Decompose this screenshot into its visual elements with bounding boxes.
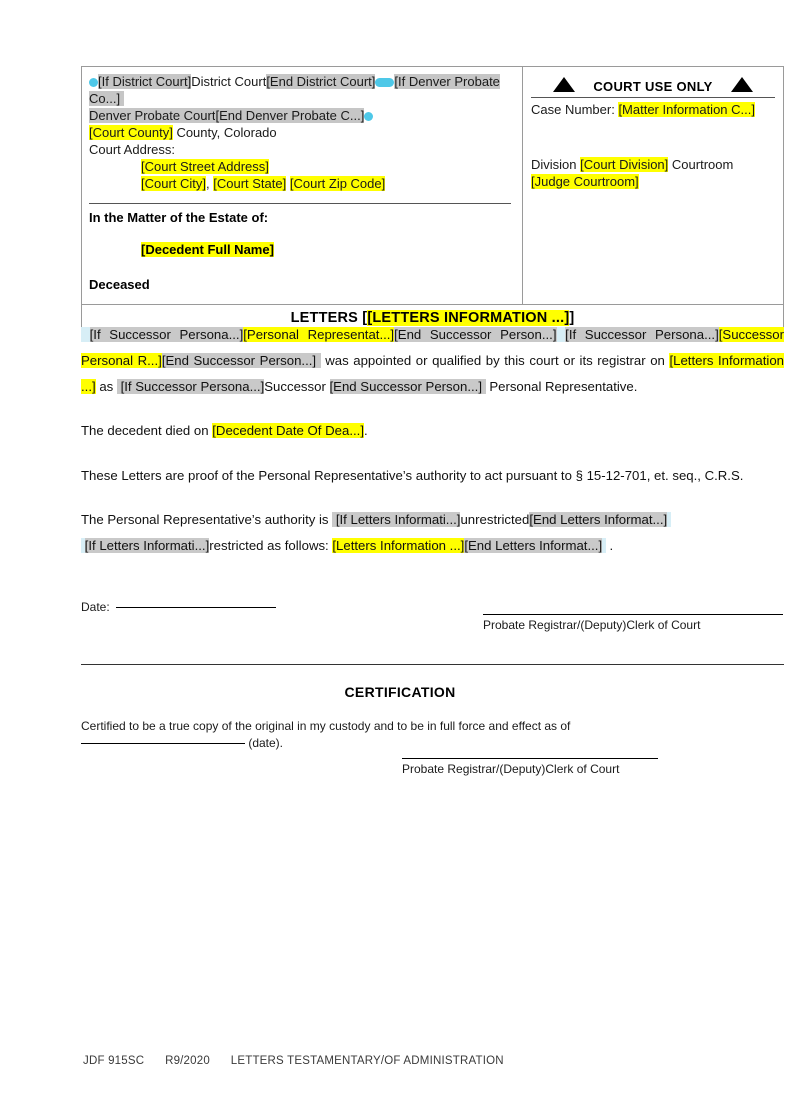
paragraph-date-of-death xyxy=(81,418,784,444)
revision-label: R9/2020 xyxy=(165,1055,210,1067)
cyan-marker-pair-icon xyxy=(375,78,394,87)
decedent-full-name-field[interactable]: [Decedent Full Name] xyxy=(141,242,274,257)
appointment-text-3: Personal Representative. xyxy=(485,379,638,394)
form-id-label: JDF 915SC xyxy=(83,1055,145,1067)
authority-intro-label: The Personal Representative’s authority is xyxy=(81,512,333,527)
paragraph-authority-scope xyxy=(81,507,784,559)
signature-block xyxy=(81,600,784,632)
court-street-line xyxy=(89,158,516,175)
courtroom-label: Courtroom xyxy=(671,157,734,172)
estate-divider xyxy=(89,203,511,204)
certification-registrar-caption: Probate Registrar/(Deputy)Clerk of Court xyxy=(402,762,620,776)
judge-courtroom-field[interactable]: [Judge Courtroom] xyxy=(531,174,639,189)
authority-statute-text: These Letters are proof of the Personal Representative’s authority to act pursuant to § 15-12-701, et. seq., C.R.S. xyxy=(81,468,744,483)
court-city-state-zip-line xyxy=(89,175,516,192)
court-info-cell xyxy=(82,67,523,304)
if-successor-personal-2-field[interactable]: [If Successor Persona...] xyxy=(565,327,719,342)
case-number-label: Case Number: xyxy=(531,102,615,117)
if-letters-informati-2-field[interactable]: [If Letters Informati...] xyxy=(84,538,210,553)
decedent-date-of-death-field[interactable]: [Decedent Date Of Dea...] xyxy=(212,423,364,438)
end-denver-probate-field[interactable]: [End Denver Probate C...] xyxy=(215,108,365,123)
unrestricted-label: unrestricted xyxy=(460,512,530,527)
court-address-label: Court Address: xyxy=(89,142,175,157)
certification-signature-line[interactable] xyxy=(402,758,658,759)
period-1: . xyxy=(363,423,368,438)
letters-bracket-close: ] xyxy=(569,310,575,326)
city-comma: , xyxy=(206,176,214,191)
certification-text: Certified to be a true copy of the original in my custody and to be in full force and effect as of xyxy=(81,719,571,733)
if-district-court-field[interactable]: [If District Court] xyxy=(98,74,192,89)
case-number-field[interactable]: [Matter Information C...] xyxy=(618,102,755,117)
successor-word-label: Successor xyxy=(264,379,326,394)
district-court-label: District Court xyxy=(191,74,267,89)
case-number-line xyxy=(531,101,775,118)
court-use-only-title: COURT USE ONLY xyxy=(593,79,713,94)
division-courtroom-line xyxy=(531,156,775,190)
certification-body xyxy=(81,718,784,752)
if-letters-informati-1-field[interactable]: [If Letters Informati...] xyxy=(335,512,461,527)
letters-title-label: LETTERS xyxy=(290,310,359,326)
if-successor-personal-3-field[interactable]: [If Successor Persona...] xyxy=(120,379,265,394)
period-2: . xyxy=(605,538,614,553)
court-type-lines xyxy=(89,73,516,124)
certification-date-line[interactable] xyxy=(81,743,245,744)
page-footer xyxy=(83,1055,504,1067)
paragraph-appointment xyxy=(81,322,784,400)
court-state-field[interactable]: [Court State] xyxy=(213,176,287,191)
caption-table xyxy=(81,66,784,333)
certification-divider xyxy=(81,664,784,665)
if-denver-probate-field[interactable]: [If Denver Probate Co...] xyxy=(89,74,500,106)
registrar-signature-group xyxy=(483,614,783,632)
end-letters-informat-2-field[interactable]: [End Letters Informat...] xyxy=(464,538,603,553)
certification-signature-group xyxy=(402,758,658,776)
successor-personal-rep-field[interactable]: [Successor Personal R...] xyxy=(81,327,784,368)
end-successor-person-1-field[interactable]: [End Successor Person...] xyxy=(394,327,557,342)
letters-bracket-open: [ xyxy=(362,310,368,326)
court-city-field[interactable]: [Court City] xyxy=(141,176,207,191)
letters-information-restriction-field[interactable]: [Letters Information ...] xyxy=(332,538,465,553)
document-body xyxy=(81,322,784,559)
end-successor-person-2-field[interactable]: [End Successor Person...] xyxy=(161,353,317,368)
letters-information-date-field[interactable]: [Letters Information ...] xyxy=(81,353,784,394)
court-use-only-divider xyxy=(531,97,775,98)
if-successor-personal-1-field[interactable]: [If Successor Persona...] xyxy=(89,327,244,342)
registrar-signature-line[interactable] xyxy=(483,614,783,615)
paragraph-authority-statute xyxy=(81,463,784,489)
court-use-only-cell xyxy=(523,67,783,304)
caption-table-row xyxy=(82,67,783,304)
court-street-address-field[interactable]: [Court Street Address] xyxy=(141,159,269,174)
county-suffix-label: County, Colorado xyxy=(172,125,277,140)
deceased-label: Deceased xyxy=(89,277,150,292)
cyan-marker-icon xyxy=(89,78,98,87)
estate-matter-label: In the Matter of the Estate of: xyxy=(89,210,269,225)
division-label: Division xyxy=(531,157,577,172)
county-line xyxy=(89,124,516,141)
letters-information-field[interactable]: [LETTERS INFORMATION ...] xyxy=(367,310,570,326)
court-zip-code-field[interactable]: [Court Zip Code] xyxy=(289,176,386,191)
end-letters-informat-1-field[interactable]: [End Letters Informat...] xyxy=(529,512,668,527)
court-division-field[interactable]: [Court Division] xyxy=(580,157,669,172)
personal-representative-field[interactable]: [Personal Representat...] xyxy=(243,327,395,342)
certification-title: CERTIFICATION xyxy=(344,684,456,700)
registrar-caption: Probate Registrar/(Deputy)Clerk of Court xyxy=(483,618,701,632)
restricted-as-follows-label: restricted as follows: xyxy=(209,538,333,553)
cyan-marker-icon-2 xyxy=(364,112,373,121)
certification-date-row xyxy=(81,735,784,752)
footer-title-label: LETTERS TESTAMENTARY/OF ADMINISTRATION xyxy=(230,1055,504,1067)
end-successor-person-3-field[interactable]: [End Successor Person...] xyxy=(329,379,482,394)
date-signature-line[interactable] xyxy=(116,607,276,608)
appointment-text-2: as xyxy=(95,379,117,394)
decedent-died-label: The decedent died on xyxy=(81,423,213,438)
end-district-court-field[interactable]: [End District Court] xyxy=(266,74,376,89)
court-county-field[interactable]: [Court County] xyxy=(89,125,173,140)
certification-date-suffix: (date). xyxy=(245,736,284,750)
appointment-text-1: was appointed or qualified by this court or its registrar on xyxy=(320,353,670,368)
court-use-only-header xyxy=(531,73,775,95)
denver-probate-court-label: Denver Probate Court xyxy=(89,108,216,123)
decedent-name-line xyxy=(89,242,516,257)
date-label: Date: xyxy=(81,600,110,614)
